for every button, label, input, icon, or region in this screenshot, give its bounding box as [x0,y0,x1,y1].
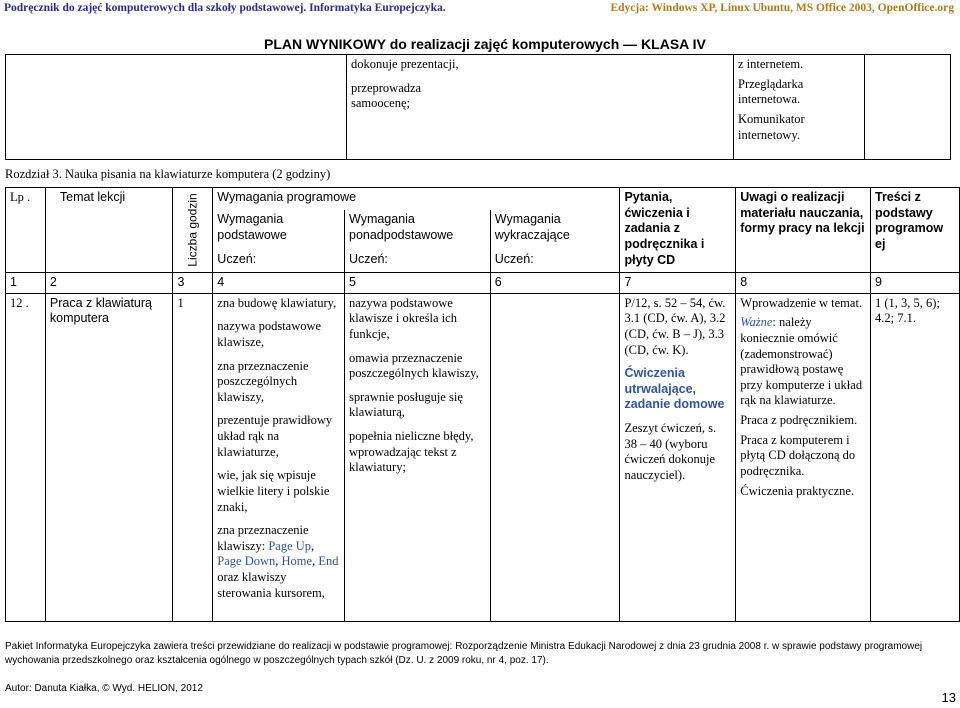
header-podstawowe: Wymagania podstawowe [213,210,345,250]
header-pytania: Pytania, ćwiczenia i zadania z podręcznika i płyty CD [620,188,736,273]
header-lp: Lp . [6,188,46,273]
header-liczba-godzin: Liczba godzin [173,188,213,273]
important-note: Ważne [740,315,773,330]
author-line: Autor: Danuta Kiałka, © Wyd. HELION, 2012 [5,683,203,694]
plan-title: PLAN WYNIKOWY do realizacji zajęć komputerowych — KLASA IV [264,36,706,52]
page-number: 13 [941,690,956,705]
header-temat: Temat lekcji [45,188,173,273]
col-number-9: 9 [871,273,960,294]
key-end: End [318,554,339,569]
row-lp: 12 . [6,293,46,621]
row-pytania: P/12, s. 52 – 54, ćw. 3.1 (CD, ćw. A), 3.2 (CD, ćw. B – J), 3.3 (CD, ćw. K). Ćwiczenia utrwalające, zadanie domowe Zeszyt ćwiczeń, s. 38 – 40 (wyboru ćwiczeń dokonuje nauczyciel). [620,293,736,621]
row-temat: Praca z klawiaturą komputera [45,293,173,621]
header-uczen-ponadpodstawowe: Uczeń: [345,250,491,273]
continuation-notes: z internetem. Przeglądarka internetowa. Komunikator internetowy. [734,55,865,160]
header-uwagi: Uwagi o realizacji materiału nauczania, formy pracy na lekcji [736,188,871,273]
header-tresci: Treści z podstawy programow ej [871,188,960,273]
header-wykraczajace: Wymagania wykraczające [490,210,620,250]
row-podstawowe: zna budowę klawiatury, nazywa podstawowe klawisze, zna przeznaczenie poszczególnych klawiszy, prezentuje prawidłowy układ rąk na klawiaturze, wie, jak się wpisuje wielkie litery i polskie znaki, zna przeznaczenie klawiszy: Page Up, Page Down, Home, End oraz klawiszy sterowania kursorem, [213,293,345,621]
row-wykraczajace [490,293,620,621]
chapter-title: Rozdział 3. Nauka pisania na klawiaturze komputera (2 godziny) [5,167,331,181]
key-page-up: Page Up [268,538,312,553]
plan-table [5,187,960,622]
header-wymagania-programowe: Wymagania programowe [213,188,620,211]
continuation-table [5,54,951,160]
key-home: Home [281,554,313,569]
row-uwagi: Wprowadzenie w temat. Ważne: należy koniecznie omówić (zademonstrować) prawidłową postawę przy komputerze i układ rąk na klawiaturze. Praca z podręcznikiem. Praca z komputerem i płytą CD dołączoną do podręcznika. Ćwiczenia praktyczne. [736,293,871,621]
header-book-title: Podręcznik do zajęć komputerowych dla szkoły podstawowej. Informatyka Europejczyka. [4,2,446,14]
row-ponadpodstawowe: nazywa podstawowe klawisze i określa ich funkcje, omawia przeznaczenie poszczególnych klawiszy, sprawnie posługuje się klawiaturą, popełnia nieliczne błędy, wprowadzając tekst z klawiatury; [345,293,491,621]
key-page-down: Page Down [217,554,276,569]
col-number-4: 4 [213,273,345,294]
header-ponadpodstawowe: Wymagania ponadpodstawowe [345,210,491,250]
header-uczen-podstawowe: Uczeń: [213,250,345,273]
col-number-3: 3 [173,273,213,294]
header-uczen-wykraczajace: Uczeń: [490,250,620,273]
col-number-7: 7 [620,273,736,294]
header-edition: Edycja: Windows XP, Linux Ubuntu, MS Office 2003, OpenOffice.org [610,2,954,14]
continuation-requirements: dokonuje prezentacji, przeprowadza samoocenę; [347,55,734,160]
table-row [6,293,960,621]
row-godziny: 1 [173,293,213,621]
col-number-2: 2 [45,273,173,294]
col-number-1: 1 [6,273,46,294]
col-number-8: 8 [736,273,871,294]
col-number-6: 6 [490,273,620,294]
keys-requirement: zna przeznaczenie klawiszy: Page Up, Page Down, Home, End oraz klawiszy sterowania kursorem, [217,523,339,600]
footer-note: Pakiet Informatyka Europejczyka zawiera treści przewidziane do realizacji w podstawie programowej: Rozporządzenie Ministra Edukacji Narodowej z dnia 23 grudnia 2008 r. w sprawie podstawy programowej wychowania przedszkolnego oraz kształcenia ogólnego w poszczególnych typach szkół (Dz. U. z 2009 roku, nr 4, poz. 17). [5,641,923,666]
row-tresci: 1 (1, 3, 5, 6); 4.2; 7.1. [871,293,960,621]
col-number-5: 5 [345,273,491,294]
